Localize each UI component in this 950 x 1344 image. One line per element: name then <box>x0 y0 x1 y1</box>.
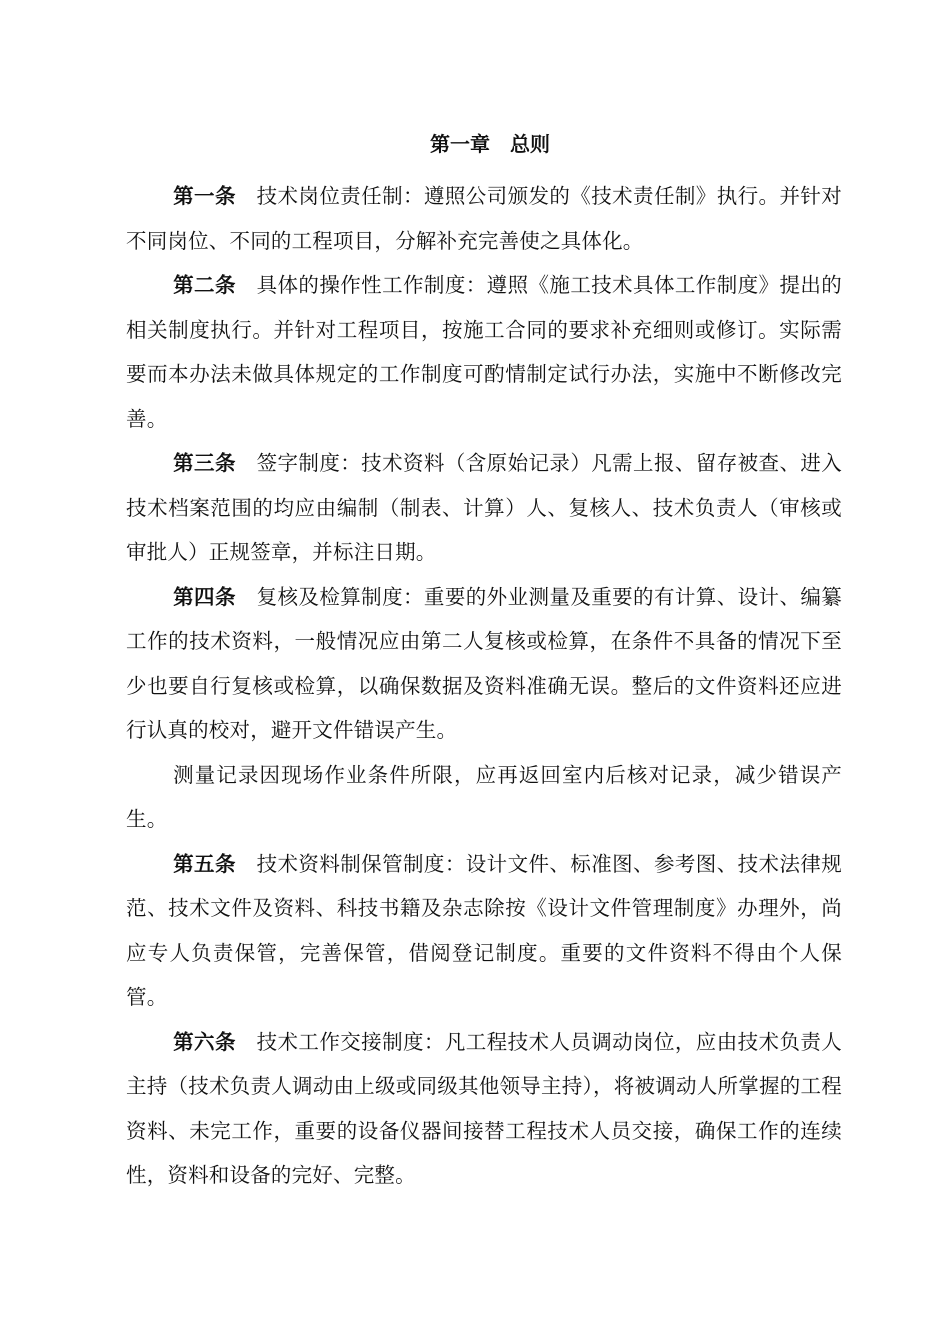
article-label: 第六条 <box>173 1029 236 1054</box>
article-2 <box>126 263 842 441</box>
chapter-title: 第一章 总则 <box>430 132 550 156</box>
article-4 <box>126 575 842 753</box>
article-label: 第二条 <box>173 273 236 297</box>
article-label: 第四条 <box>173 584 236 609</box>
paragraph-text: 测量记录因现场作业条件所限，应再返回室内后核对记录，减少错误产生。 <box>126 762 842 831</box>
article-3 <box>126 441 842 575</box>
document-page <box>126 126 842 1198</box>
article-label: 第三条 <box>173 451 236 475</box>
article-text: 技术资料制保管制度：设计文件、标准图、参考图、技术法律规范、技术文件及资料、科技书籍及杂志除按《设计文件管理制度》办理外，尚应专人负责保管，完善保管，借阅登记制度。重要的文件资料不得由个人保管。 <box>126 851 842 1009</box>
article-label: 第五条 <box>173 851 236 876</box>
article-1 <box>126 174 842 263</box>
article-text: 复核及检算制度：重要的外业测量及重要的有计算、设计、编纂工作的技术资料，一般情况应由第二人复核或检算，在条件不具备的情况下至少也要自行复核或检算，以确保数据及资料准确无误。整后的文件资料还应进行认真的校对，避开文件错误产生。 <box>126 584 842 742</box>
article-6 <box>126 1020 842 1198</box>
article-text: 技术岗位责任制：遵照公司颁发的《技术责任制》执行。并针对不同岗位、不同的工程项目，分解补充完善使之具体化。 <box>126 184 842 253</box>
article-5 <box>126 842 842 1020</box>
article-text: 技术工作交接制度：凡工程技术人员调动岗位，应由技术负责人主持（技术负责人调动由上级或同级其他领导主持），将被调动人所掌握的工程资料、未完工作，重要的设备仪器间接替工程技术人员交接，确保工作的连续性，资料和设备的完好、完整。 <box>126 1029 842 1187</box>
article-label: 第一条 <box>173 184 236 208</box>
article-text: 签字制度：技术资料（含原始记录）凡需上报、留存被查、进入技术档案范围的均应由编制（制表、计算）人、复核人、技术负责人（审核或审批人）正规签章，并标注日期。 <box>126 451 842 564</box>
article-text: 具体的操作性工作制度：遵照《施工技术具体工作制度》提出的相关制度执行。并针对工程项目，按施工合同的要求补充细则或修订。实际需要而本办法未做具体规定的工作制度可酌情制定试行办法，实施中不断修改完善。 <box>126 273 842 431</box>
article-4-note <box>126 753 842 842</box>
